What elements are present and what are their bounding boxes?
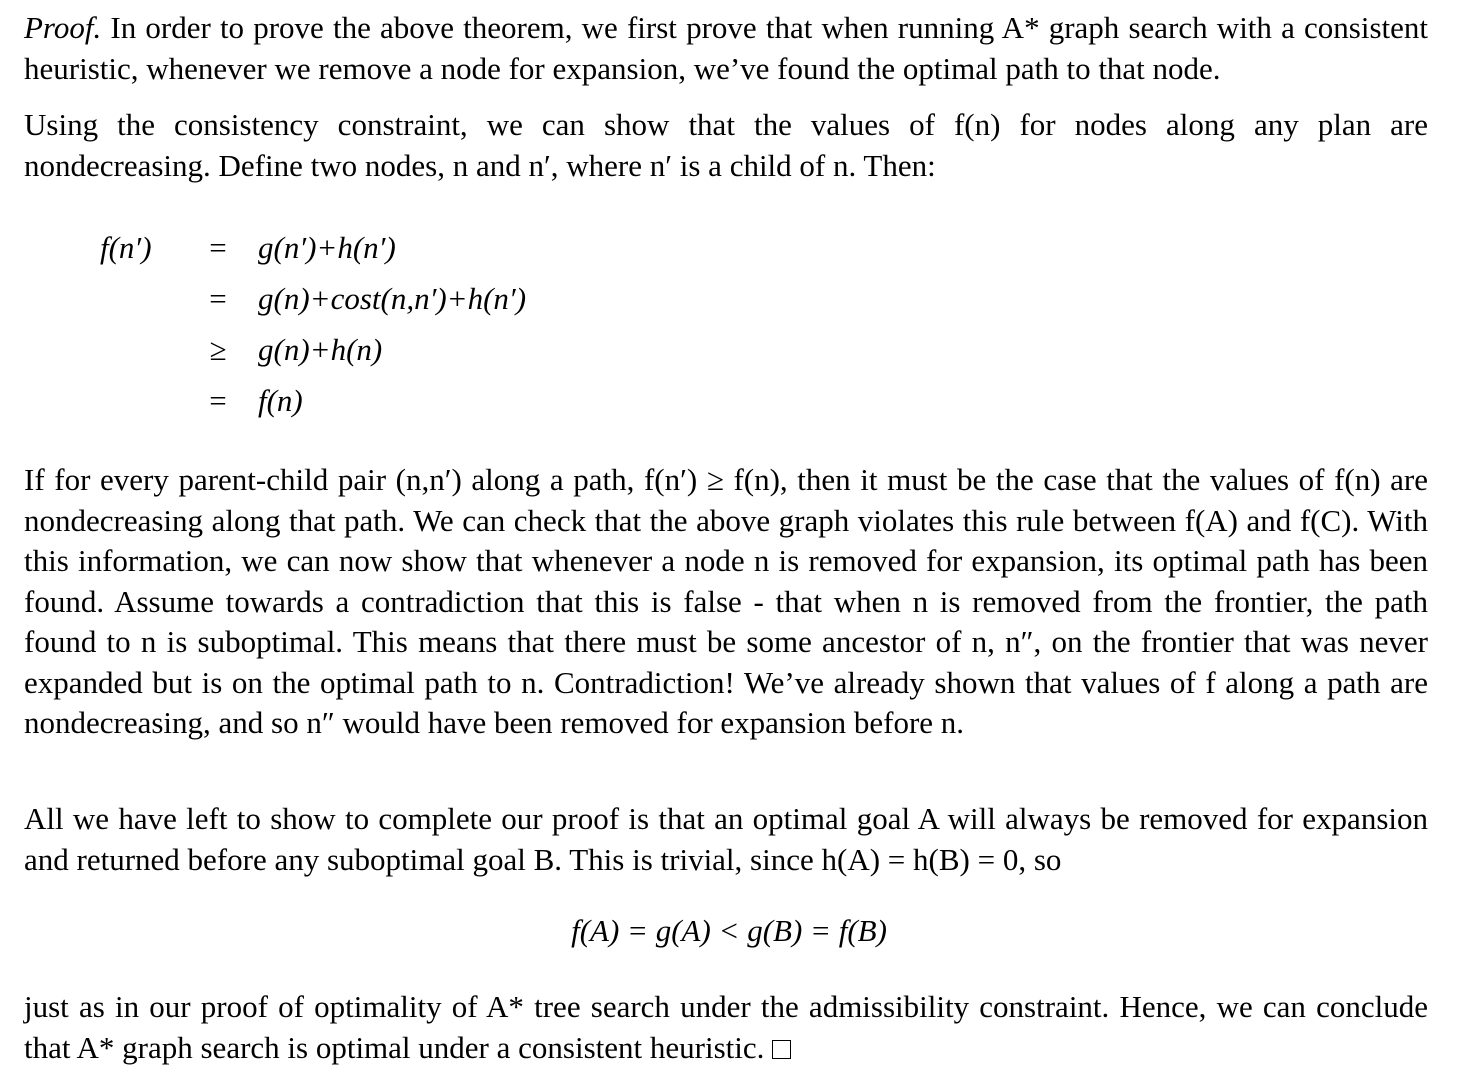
equation-lhs [100,273,186,324]
equation-relation: = [209,280,227,316]
equation-lhs [100,375,186,426]
intro-text: In order to prove the above theorem, we first prove that when running A* graph search with a consistent heuristic, whenever we remove a node for expansion, we’ve found the optimal path to that node. [24,10,1428,86]
equation-row [100,324,526,375]
consistency-text: Using the consistency constraint, we can show that the values of f(n) for nodes along any plan are nondecreasing. Define two nodes, n and n′, where n′ is a child of n. Then: [24,107,1428,183]
argument-text: If for every parent-child pair (n,n′) along a path, f(n′) ≥ f(n), then it must be the case that the values of f(n) are nondecreasing along that path. We can check that the above graph violates this rule between f(A) and f(C). With this information, we can now show that whenever a node n is removed for expansion, its optimal path has been found. Assume towards a contradiction that this is false - that when n is removed from the frontier, the path found to n is suboptimal. This means that there must be some ancestor of n, n″, on the frontier that was never expanded but is on the optimal path to n. Contradiction! We’ve already shown that values of f along a path are nondecreasing, and so n″ would have been removed for expansion before n. [24,462,1428,740]
equation-relation: ≥ [209,331,227,367]
display-equation: f(A) = g(A) < g(B) = f(B) [571,913,887,948]
goal-text: All we have left to show to complete our proof is that an optimal goal A will always be removed for expansion and returned before any suboptimal goal B. This is trivial, since h(A) = h(B) = 0, so [24,801,1428,877]
argument-paragraph [24,460,1428,744]
equation-row [100,273,526,324]
equation-lhs: f(n′) [100,229,152,265]
goal-paragraph [24,799,1428,880]
equation-rhs: f(n) [258,382,303,418]
equation-row [100,375,526,426]
equation-relation: = [209,229,227,265]
proof-label: Proof. [24,10,102,45]
consistency-paragraph [24,105,1428,186]
conclusion-paragraph [24,987,1428,1068]
equation-relation: = [209,382,227,418]
conclusion-text: just as in our proof of optimality of A* tree search under the admissibility constraint. Hence, we can conclude that A* graph search is optimal under a consistent heuristic. [24,989,1428,1065]
equation-lhs [100,324,186,375]
equation-rhs: g(n′)+h(n′) [258,229,396,265]
equation-rhs: g(n)+h(n) [258,331,383,367]
equation-rhs: g(n)+cost(n,n′)+h(n′) [258,280,527,316]
equation-array [100,222,526,426]
equation-row [100,222,526,273]
intro-paragraph [24,8,1428,89]
qed-square-icon [772,1040,791,1059]
